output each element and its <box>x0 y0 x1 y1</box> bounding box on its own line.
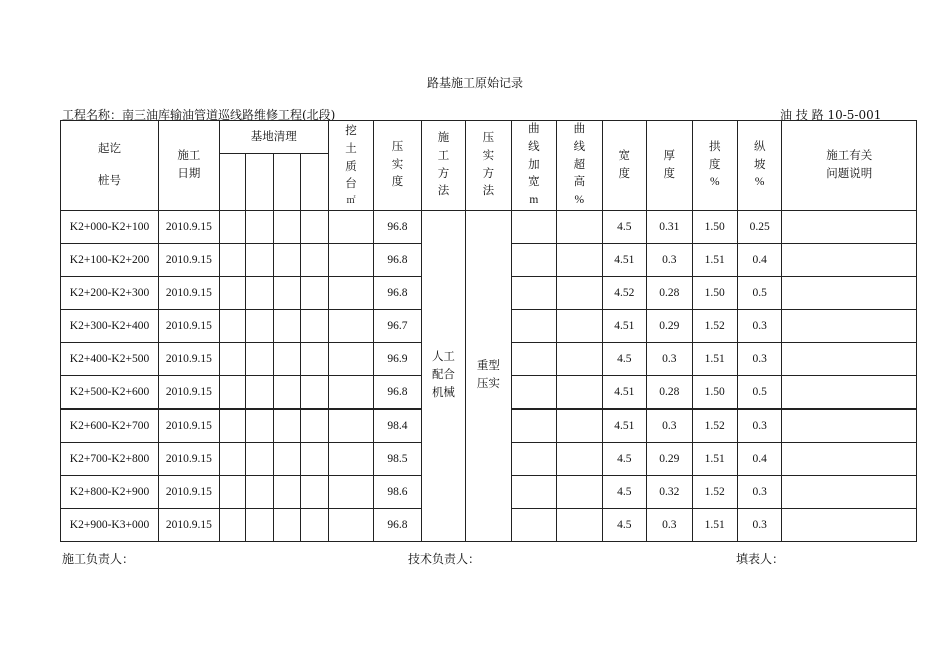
compaction-cell: 96.8 <box>374 277 421 310</box>
excavation-cell <box>328 343 373 376</box>
clearing-cell <box>274 343 301 376</box>
compaction-cell: 98.4 <box>374 409 421 443</box>
notes-cell <box>782 244 917 277</box>
crown-cell: 1.51 <box>692 509 737 542</box>
grade-cell: 0.5 <box>737 277 781 310</box>
curve-superelevation-cell <box>557 343 602 376</box>
crown-cell: 1.51 <box>692 443 737 476</box>
grade-cell: 0.3 <box>737 310 781 343</box>
clearing-cell <box>274 310 301 343</box>
notes-cell <box>782 509 917 542</box>
grade-cell: 0.3 <box>737 476 781 509</box>
station-cell: K2+300-K2+400 <box>61 310 159 343</box>
curve-superelevation-cell <box>557 211 602 244</box>
date-cell: 2010.9.15 <box>159 443 220 476</box>
header-clearing: 基地清理 <box>219 121 328 154</box>
grade-cell: 0.5 <box>737 376 781 410</box>
header-compaction-method: 压 实 方 法 <box>466 121 511 211</box>
header-construction-method: 施 工 方 法 <box>421 121 465 211</box>
crown-cell: 1.52 <box>692 476 737 509</box>
thickness-cell: 0.31 <box>647 211 692 244</box>
curve-widening-cell <box>511 476 556 509</box>
thickness-cell: 0.29 <box>647 443 692 476</box>
compaction-method-merged: 重型 压实 <box>466 211 511 542</box>
excavation-cell <box>328 277 373 310</box>
clearing-cell <box>274 244 301 277</box>
width-cell: 4.5 <box>602 476 646 509</box>
excavation-cell <box>328 244 373 277</box>
clearing-cell <box>219 443 245 476</box>
thickness-cell: 0.3 <box>647 343 692 376</box>
clearing-cell <box>301 244 328 277</box>
curve-widening-cell <box>511 244 556 277</box>
record-table <box>60 120 917 542</box>
excavation-cell <box>328 509 373 542</box>
compaction-cell: 98.6 <box>374 476 421 509</box>
clearing-cell <box>301 310 328 343</box>
station-cell: K2+700-K2+800 <box>61 443 159 476</box>
curve-widening-cell <box>511 211 556 244</box>
station-cell: K2+100-K2+200 <box>61 244 159 277</box>
crown-cell: 1.52 <box>692 409 737 443</box>
clearing-cell <box>219 211 245 244</box>
clearing-cell <box>219 476 245 509</box>
clearing-cell <box>245 476 273 509</box>
date-cell: 2010.9.15 <box>159 211 220 244</box>
crown-cell: 1.52 <box>692 310 737 343</box>
clearing-cell <box>219 244 245 277</box>
width-cell: 4.5 <box>602 443 646 476</box>
clearing-cell <box>274 509 301 542</box>
notes-cell <box>782 310 917 343</box>
curve-superelevation-cell <box>557 509 602 542</box>
clearing-cell <box>219 509 245 542</box>
clearing-cell <box>245 211 273 244</box>
curve-widening-cell <box>511 376 556 410</box>
date-cell: 2010.9.15 <box>159 409 220 443</box>
compaction-cell: 96.8 <box>374 211 421 244</box>
clearing-subcell <box>301 154 328 211</box>
grade-cell: 0.3 <box>737 343 781 376</box>
thickness-cell: 0.3 <box>647 509 692 542</box>
clearing-cell <box>301 343 328 376</box>
grade-cell: 0.4 <box>737 244 781 277</box>
crown-cell: 1.50 <box>692 277 737 310</box>
station-cell: K2+800-K2+900 <box>61 476 159 509</box>
clearing-cell <box>301 476 328 509</box>
header-thickness: 厚 度 <box>647 121 692 211</box>
date-cell: 2010.9.15 <box>159 376 220 410</box>
clearing-cell <box>245 343 273 376</box>
width-cell: 4.51 <box>602 310 646 343</box>
clearing-cell <box>301 409 328 443</box>
width-cell: 4.51 <box>602 409 646 443</box>
clearing-subcell <box>245 154 273 211</box>
station-cell: K2+500-K2+600 <box>61 376 159 410</box>
clearing-cell <box>301 211 328 244</box>
clearing-subcell <box>219 154 245 211</box>
grade-cell: 0.25 <box>737 211 781 244</box>
header-curve-widening: 曲 线 加 宽 m <box>511 121 556 211</box>
grade-cell: 0.3 <box>737 409 781 443</box>
clearing-cell <box>219 343 245 376</box>
clearing-cell <box>245 310 273 343</box>
thickness-cell: 0.28 <box>647 376 692 410</box>
clearing-cell <box>274 211 301 244</box>
clearing-cell <box>301 443 328 476</box>
date-cell: 2010.9.15 <box>159 244 220 277</box>
excavation-cell <box>328 476 373 509</box>
curve-superelevation-cell <box>557 244 602 277</box>
curve-widening-cell <box>511 409 556 443</box>
width-cell: 4.5 <box>602 343 646 376</box>
clearing-cell <box>301 277 328 310</box>
crown-cell: 1.50 <box>692 376 737 410</box>
curve-widening-cell <box>511 277 556 310</box>
header-crown: 拱 度 % <box>692 121 737 211</box>
clearing-cell <box>274 376 301 410</box>
table-row <box>61 211 917 244</box>
clearing-cell <box>245 409 273 443</box>
station-cell: K2+200-K2+300 <box>61 277 159 310</box>
station-cell: K2+400-K2+500 <box>61 343 159 376</box>
thickness-cell: 0.29 <box>647 310 692 343</box>
curve-widening-cell <box>511 310 556 343</box>
curve-widening-cell <box>511 443 556 476</box>
clearing-cell <box>274 277 301 310</box>
header-curve-superelevation: 曲 线 超 高 % <box>557 121 602 211</box>
excavation-cell <box>328 211 373 244</box>
clearing-cell <box>245 244 273 277</box>
compaction-cell: 96.9 <box>374 343 421 376</box>
clearing-cell <box>274 476 301 509</box>
curve-superelevation-cell <box>557 376 602 410</box>
clearing-cell <box>219 409 245 443</box>
document-title: 路基施工原始记录 <box>426 76 523 90</box>
grade-cell: 0.4 <box>737 443 781 476</box>
thickness-cell: 0.32 <box>647 476 692 509</box>
excavation-cell <box>328 443 373 476</box>
header-excavation: 挖 土 质 台 ㎡ <box>328 121 373 211</box>
project-name: 工程名称：南三油库输油管道巡线路维修工程(北段) <box>62 108 336 122</box>
clearing-cell <box>274 409 301 443</box>
curve-superelevation-cell <box>557 409 602 443</box>
clearing-cell <box>245 376 273 410</box>
width-cell: 4.5 <box>602 211 646 244</box>
technical-lead-label: 技术负责人： <box>408 552 481 566</box>
curve-widening-cell <box>511 509 556 542</box>
construction-method-merged: 人工 配合 机械 <box>421 211 465 542</box>
grade-cell: 0.3 <box>737 509 781 542</box>
date-cell: 2010.9.15 <box>159 476 220 509</box>
date-cell: 2010.9.15 <box>159 509 220 542</box>
clearing-subcell <box>274 154 301 211</box>
notes-cell <box>782 211 917 244</box>
thickness-cell: 0.28 <box>647 277 692 310</box>
compaction-cell: 96.7 <box>374 310 421 343</box>
compaction-cell: 96.8 <box>374 376 421 410</box>
crown-cell: 1.51 <box>692 244 737 277</box>
width-cell: 4.51 <box>602 376 646 410</box>
width-cell: 4.52 <box>602 277 646 310</box>
construction-lead-label: 施工负责人： <box>62 552 135 566</box>
station-cell: K2+900-K3+000 <box>61 509 159 542</box>
width-cell: 4.5 <box>602 509 646 542</box>
curve-superelevation-cell <box>557 277 602 310</box>
crown-cell: 1.50 <box>692 211 737 244</box>
date-cell: 2010.9.15 <box>159 310 220 343</box>
clearing-cell <box>219 277 245 310</box>
header-compaction: 压 实 度 <box>374 121 421 211</box>
compaction-cell: 96.8 <box>374 244 421 277</box>
date-cell: 2010.9.15 <box>159 343 220 376</box>
thickness-cell: 0.3 <box>647 244 692 277</box>
station-cell: K2+600-K2+700 <box>61 409 159 443</box>
notes-cell <box>782 443 917 476</box>
compaction-cell: 96.8 <box>374 509 421 542</box>
header-notes: 施工有关 问题说明 <box>782 121 917 211</box>
header-date: 施工 日期 <box>159 121 220 211</box>
clearing-cell <box>301 509 328 542</box>
header-grade: 纵 坡 % <box>737 121 781 211</box>
thickness-cell: 0.3 <box>647 409 692 443</box>
crown-cell: 1.51 <box>692 343 737 376</box>
width-cell: 4.51 <box>602 244 646 277</box>
clearing-cell <box>301 376 328 410</box>
date-cell: 2010.9.15 <box>159 277 220 310</box>
notes-cell <box>782 476 917 509</box>
curve-superelevation-cell <box>557 310 602 343</box>
clearing-cell <box>245 509 273 542</box>
notes-cell <box>782 343 917 376</box>
notes-cell <box>782 277 917 310</box>
header-station: 起讫 桩号 <box>61 121 159 211</box>
curve-superelevation-cell <box>557 443 602 476</box>
notes-cell <box>782 409 917 443</box>
clearing-cell <box>245 443 273 476</box>
curve-widening-cell <box>511 343 556 376</box>
notes-cell <box>782 376 917 410</box>
clearing-cell <box>219 376 245 410</box>
excavation-cell <box>328 376 373 410</box>
excavation-cell <box>328 310 373 343</box>
clearing-cell <box>245 277 273 310</box>
header-width: 宽 度 <box>602 121 646 211</box>
station-cell: K2+000-K2+100 <box>61 211 159 244</box>
curve-superelevation-cell <box>557 476 602 509</box>
filled-by-label: 填表人： <box>736 552 785 566</box>
clearing-cell <box>219 310 245 343</box>
excavation-cell <box>328 409 373 443</box>
compaction-cell: 98.5 <box>374 443 421 476</box>
clearing-cell <box>274 443 301 476</box>
document-code: 油 技 路 10-5-001 <box>780 108 882 122</box>
